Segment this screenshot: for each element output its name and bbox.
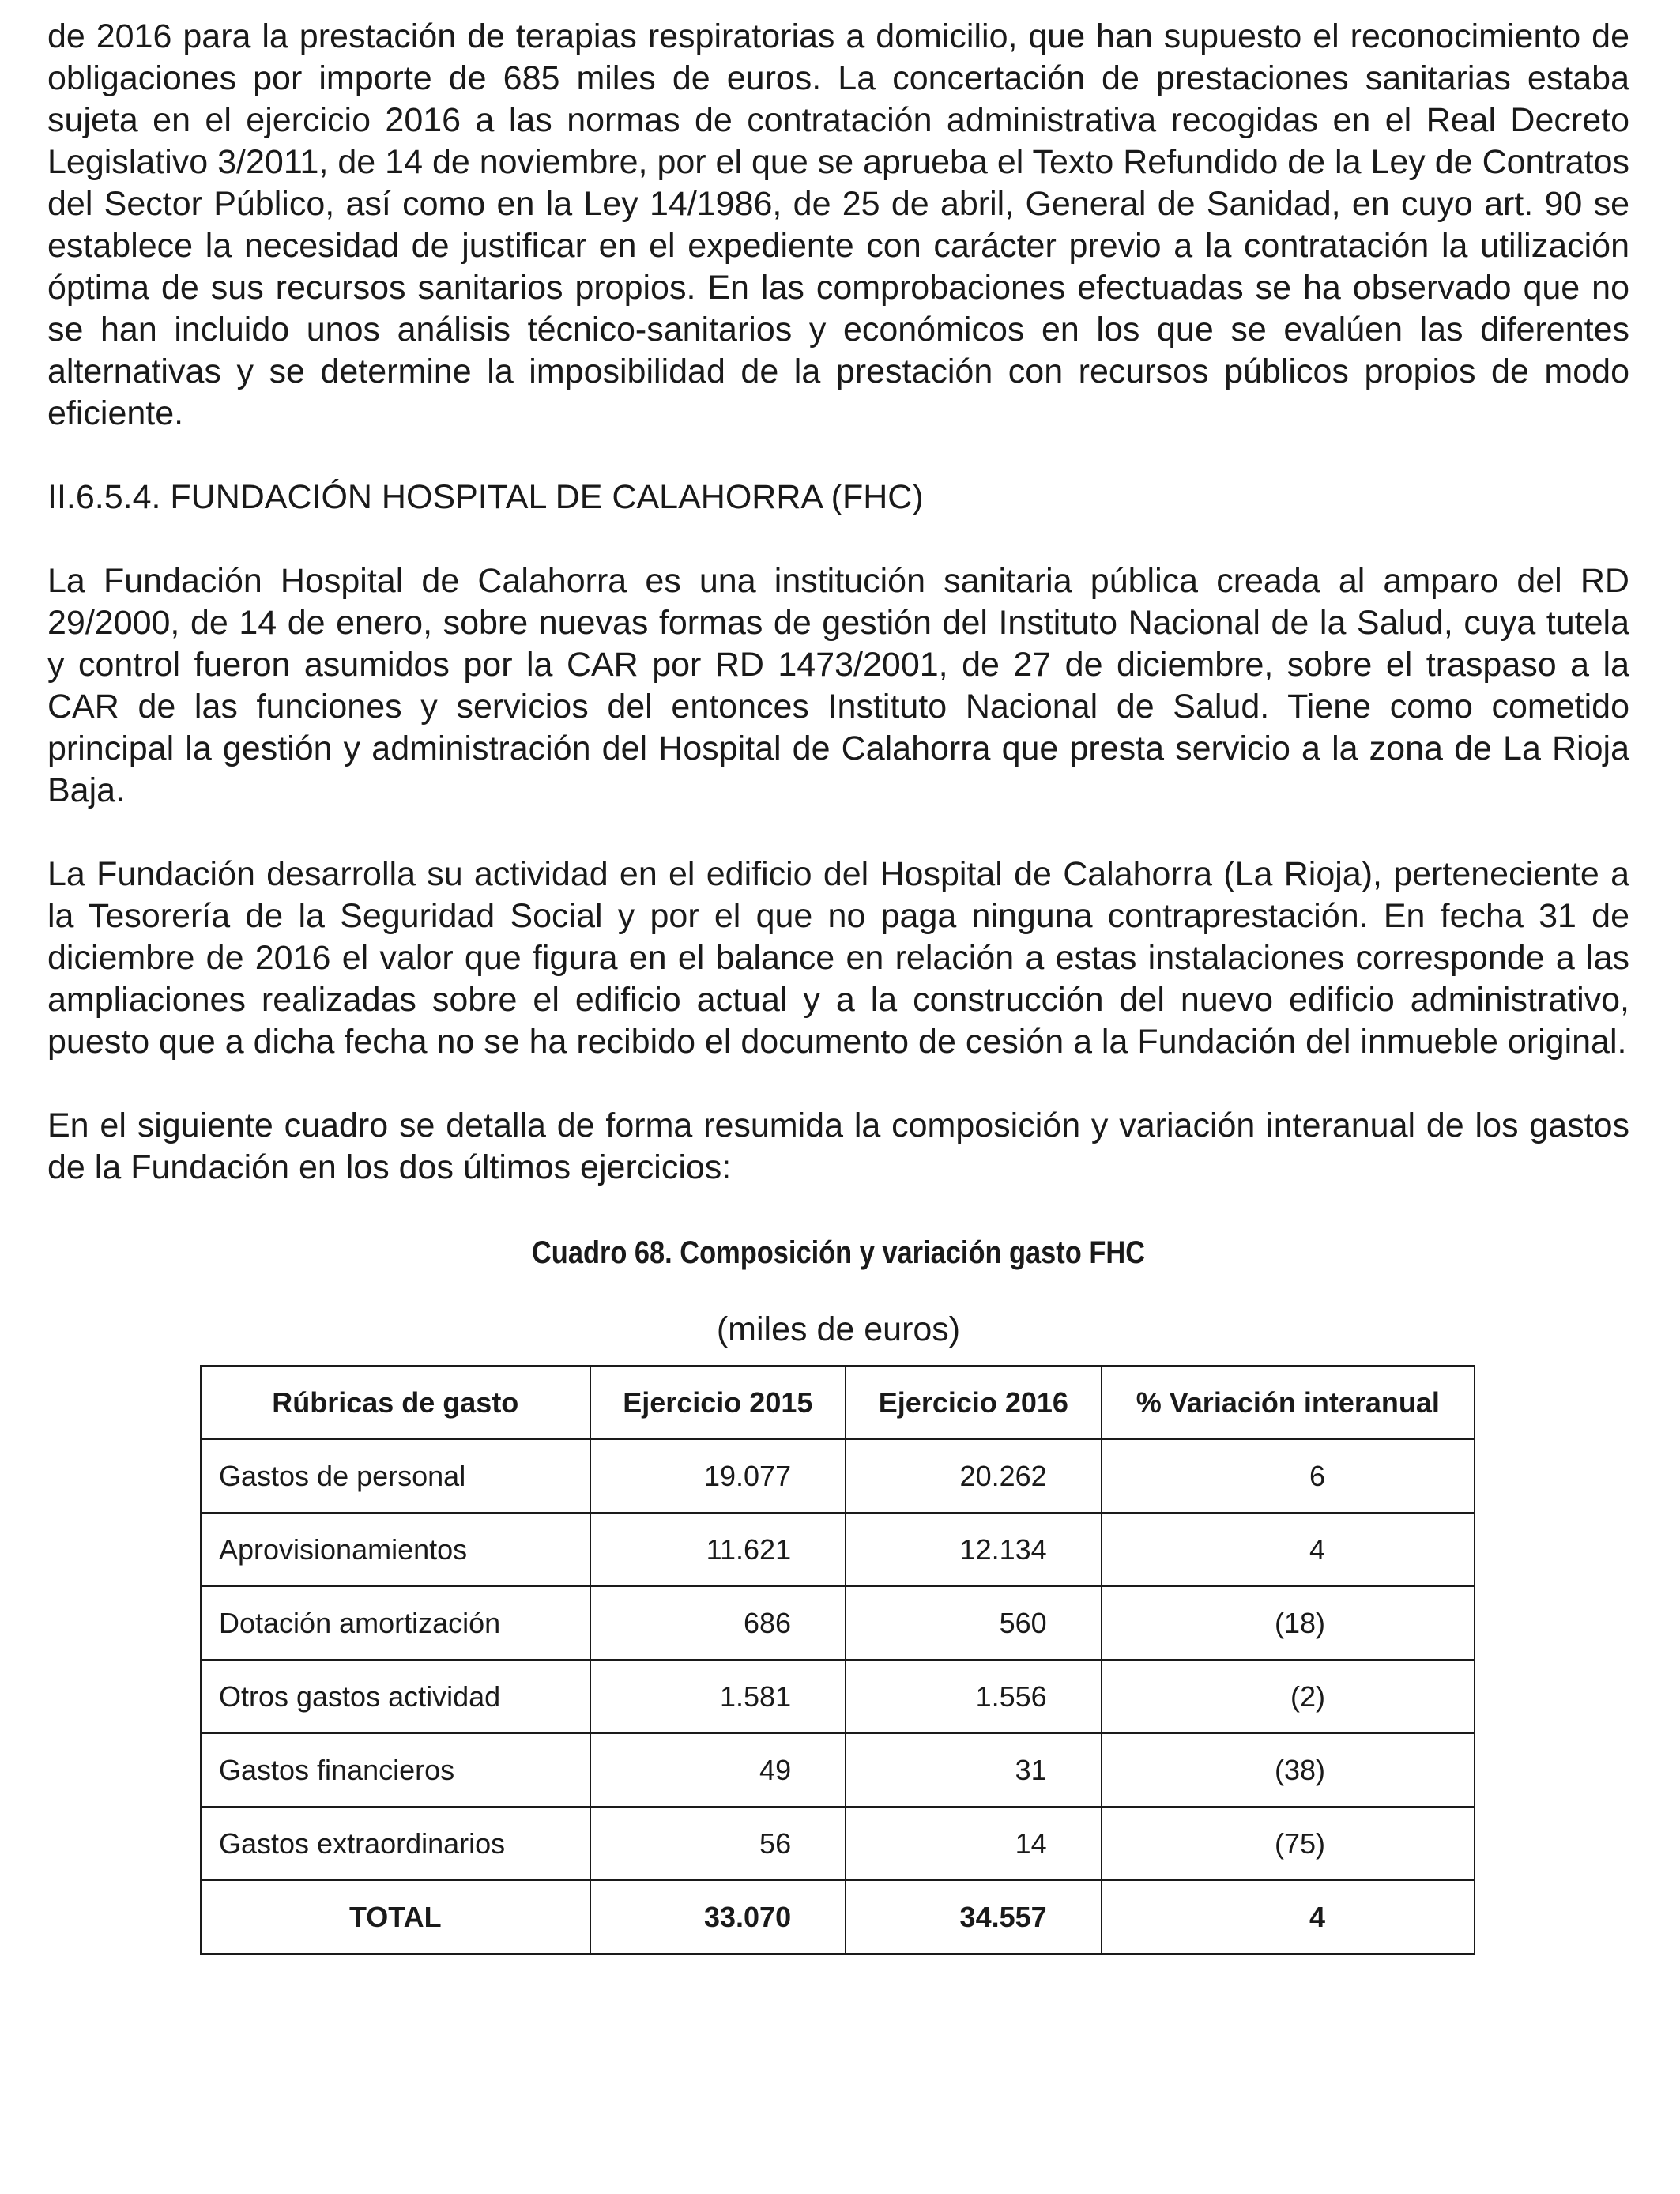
cell-variacion: (18)	[1102, 1586, 1475, 1660]
cell-variacion: (38)	[1102, 1733, 1475, 1807]
table-header-row	[201, 1366, 1475, 1439]
cell-2015: 49	[590, 1733, 846, 1807]
cell-total-label: TOTAL	[201, 1880, 590, 1954]
paragraph-foundation-description: La Fundación Hospital de Calahorra es una institución sanitaria pública creada al amparo del RD 29/2000, de 14 de enero, sobre nuevas formas de gestión del Instituto Nacional de la Salud, cuya tutela y control fueron asumidos por la CAR por RD 1473/2001, de 27 de diciembre, sobre el traspaso a la CAR de las funciones y servicios del entonces Instituto Nacional de Salud. Tiene como cometido principal la gestión y administración del Hospital de Calahorra que presta servicio a la zona de La Rioja Baja.	[47, 562, 1629, 809]
cell-2015: 1.581	[590, 1660, 846, 1733]
section-heading: II.6.5.4. FUNDACIÓN HOSPITAL DE CALAHORRA (FHC)	[47, 478, 924, 516]
table-title: Cuadro 68. Composición y variación gasto FHC	[531, 1235, 1146, 1270]
cell-2015: 686	[590, 1586, 846, 1660]
cell-rubrica: Dotación amortización	[201, 1586, 590, 1660]
cell-rubrica: Gastos de personal	[201, 1439, 590, 1513]
cell-variacion: (75)	[1102, 1807, 1475, 1880]
cell-2015: 19.077	[590, 1439, 846, 1513]
table-row	[201, 1733, 1475, 1807]
header-variacion: % Variación interanual	[1102, 1366, 1475, 1439]
cell-rubrica: Gastos extraordinarios	[201, 1807, 590, 1880]
cell-rubrica: Gastos financieros	[201, 1733, 590, 1807]
cell-total-2015: 33.070	[590, 1880, 846, 1954]
table-row	[201, 1439, 1475, 1513]
cell-variacion: (2)	[1102, 1660, 1475, 1733]
cell-2016: 20.262	[846, 1439, 1102, 1513]
cell-2016: 31	[846, 1733, 1102, 1807]
header-ejercicio-2016: Ejercicio 2016	[846, 1366, 1102, 1439]
expense-table	[200, 1365, 1475, 1955]
cell-2016: 1.556	[846, 1660, 1102, 1733]
cell-variacion: 4	[1102, 1513, 1475, 1586]
table-row	[201, 1513, 1475, 1586]
cell-2016: 560	[846, 1586, 1102, 1660]
paragraph-foundation-building: La Fundación desarrolla su actividad en el edificio del Hospital de Calahorra (La Rioja), perteneciente a la Tesorería de la Seguridad Social y por el que no paga ninguna contraprestación. En fecha 31 de diciembre de 2016 el valor que figura en el balance en relación a estas instalaciones corresponde a las ampliaciones realizadas sobre el edificio actual y a la construcción del nuevo edificio administrativo, puesto que a dicha fecha no se ha recibido el documento de cesión a la Fundación del inmueble original.	[47, 855, 1629, 1061]
table-row	[201, 1660, 1475, 1733]
document-page	[47, 16, 1629, 1955]
cell-total-variacion: 4	[1102, 1880, 1475, 1954]
cell-2015: 56	[590, 1807, 846, 1880]
table-row	[201, 1807, 1475, 1880]
cell-variacion: 6	[1102, 1439, 1475, 1513]
table-row	[201, 1586, 1475, 1660]
table-total-row	[201, 1880, 1475, 1954]
cell-rubrica: Otros gastos actividad	[201, 1660, 590, 1733]
table-subtitle: (miles de euros)	[716, 1310, 961, 1348]
header-rubricas: Rúbricas de gasto	[201, 1366, 590, 1439]
header-ejercicio-2015: Ejercicio 2015	[590, 1366, 846, 1439]
cell-2015: 11.621	[590, 1513, 846, 1586]
cell-2016: 14	[846, 1807, 1102, 1880]
paragraph-respiratory-therapies: de 2016 para la prestación de terapias respiratorias a domicilio, que han supuesto el reconocimiento de obligaciones por importe de 685 miles de euros. La concertación de prestaciones sanitarias estaba sujeta en el ejercicio 2016 a las normas de contratación administrativa recogidas en el Real Decreto Legislativo 3/2011, de 14 de noviembre, por el que se aprueba el Texto Refundido de la Ley de Contratos del Sector Público, así como en la Ley 14/1986, de 25 de abril, General de Sanidad, en cuyo art. 90 se establece la necesidad de justificar en el expediente con carácter previo a la contratación la utilización óptima de sus recursos sanitarios propios. En las comprobaciones efectuadas se ha observado que no se han incluido unos análisis técnico-sanitarios y económicos en los que se evalúen las diferentes alternativas y se determine la imposibilidad de la prestación con recursos públicos propios de modo eficiente.	[47, 17, 1629, 432]
paragraph-table-intro: En el siguiente cuadro se detalla de forma resumida la composición y variación interanual de los gastos de la Fundación en los dos últimos ejercicios:	[47, 1106, 1629, 1186]
cell-total-2016: 34.557	[846, 1880, 1102, 1954]
cell-2016: 12.134	[846, 1513, 1102, 1586]
cell-rubrica: Aprovisionamientos	[201, 1513, 590, 1586]
